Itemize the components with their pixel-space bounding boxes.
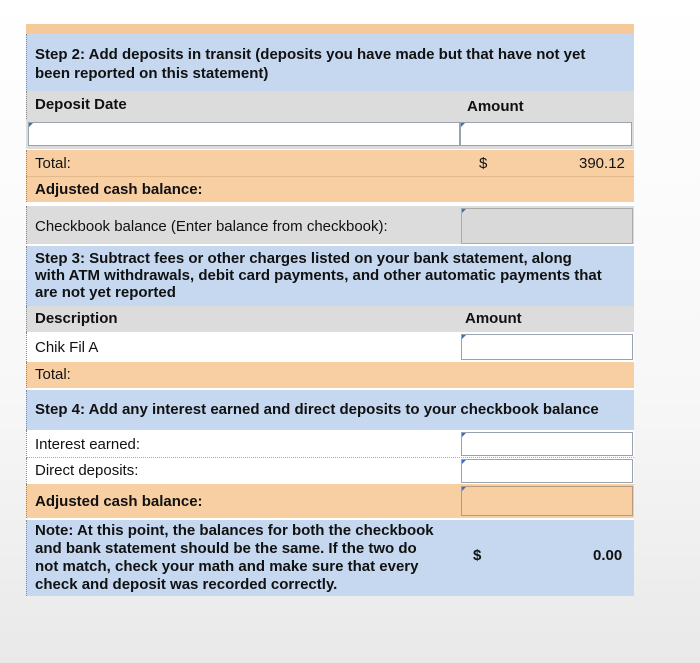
step4-adjusted-label: Adjusted cash balance:: [35, 493, 203, 510]
bank-reconciliation-worksheet: [26, 24, 634, 596]
step2-adjusted-label: Adjusted cash balance:: [35, 181, 203, 198]
interest-earned-label: Interest earned:: [35, 436, 141, 453]
fee-amount-input[interactable]: [461, 334, 633, 360]
interest-earned-row: [26, 430, 634, 458]
note-balance-value: 0.00: [593, 547, 623, 564]
step2-total-row: [26, 150, 634, 176]
checkbook-balance-label: Checkbook balance (Enter balance from checkbook):: [35, 218, 388, 235]
input-marker-icon: [462, 433, 466, 437]
checkbook-balance-row: [26, 206, 634, 244]
step4-title: Step 4: Add any interest earned and direct deposits to your checkbook balance: [35, 401, 599, 418]
step2-title-line1: Step 2: Add deposits in transit (deposits you have made but that have not yet: [35, 46, 586, 63]
step3-title-line1: Step 3: Subtract fees or other charges listed on your bank statement, along: [35, 250, 572, 267]
description-header: Description: [35, 310, 118, 327]
step2-total-currency: $: [479, 155, 488, 172]
note-line1: Note: At this point, the balances for both the checkbook: [35, 522, 434, 539]
step3-total-label: Total:: [35, 366, 71, 383]
input-marker-icon: [462, 209, 466, 213]
step4-adjusted-row: [26, 484, 634, 518]
note-row: [26, 520, 634, 596]
input-marker-icon: [462, 460, 466, 464]
top-accent-strip: [26, 24, 634, 34]
step3-title-line2: with ATM withdrawals, debit card payments, and other automatic payments that: [35, 267, 602, 284]
note-currency: $: [473, 547, 482, 564]
step3-total-row: [26, 362, 634, 388]
amount-header: Amount: [465, 310, 522, 327]
step2-total-value: 390.12: [579, 155, 625, 172]
deposit-entry-row: [26, 119, 634, 149]
step2-title-line2: been reported on this statement): [35, 65, 269, 82]
input-marker-icon: [462, 335, 466, 339]
step2-total-label: Total:: [35, 155, 71, 172]
fee-item-row: [26, 332, 634, 362]
step3-title-line3: are not yet reported: [35, 284, 176, 301]
deposit-date-input[interactable]: [28, 122, 460, 146]
input-marker-icon: [461, 123, 465, 127]
deposit-date-header: Deposit Date: [35, 96, 127, 113]
step3-column-headers: [26, 306, 634, 332]
checkbook-balance-input[interactable]: [461, 208, 633, 244]
note-line4: check and deposit was recorded correctly.: [35, 576, 338, 593]
direct-deposits-row: [26, 458, 634, 484]
step2-column-headers: [26, 91, 634, 119]
amount-header: Amount: [467, 98, 524, 115]
direct-deposits-input[interactable]: [461, 459, 633, 483]
step2-adjusted-row: [26, 176, 634, 202]
interest-earned-input[interactable]: [461, 432, 633, 456]
fee-item-label: Chik Fil A: [35, 339, 99, 356]
direct-deposits-label: Direct deposits:: [35, 462, 139, 479]
note-line3: not match, check your math and make sure that every: [35, 558, 419, 575]
step4-adjusted-input[interactable]: [461, 486, 633, 516]
input-marker-icon: [29, 123, 33, 127]
step3-header: [26, 246, 634, 306]
deposit-amount-input[interactable]: [460, 122, 632, 146]
note-line2: and bank statement should be the same. If the two do: [35, 540, 417, 557]
input-marker-icon: [462, 487, 466, 491]
step4-header: [26, 390, 634, 430]
